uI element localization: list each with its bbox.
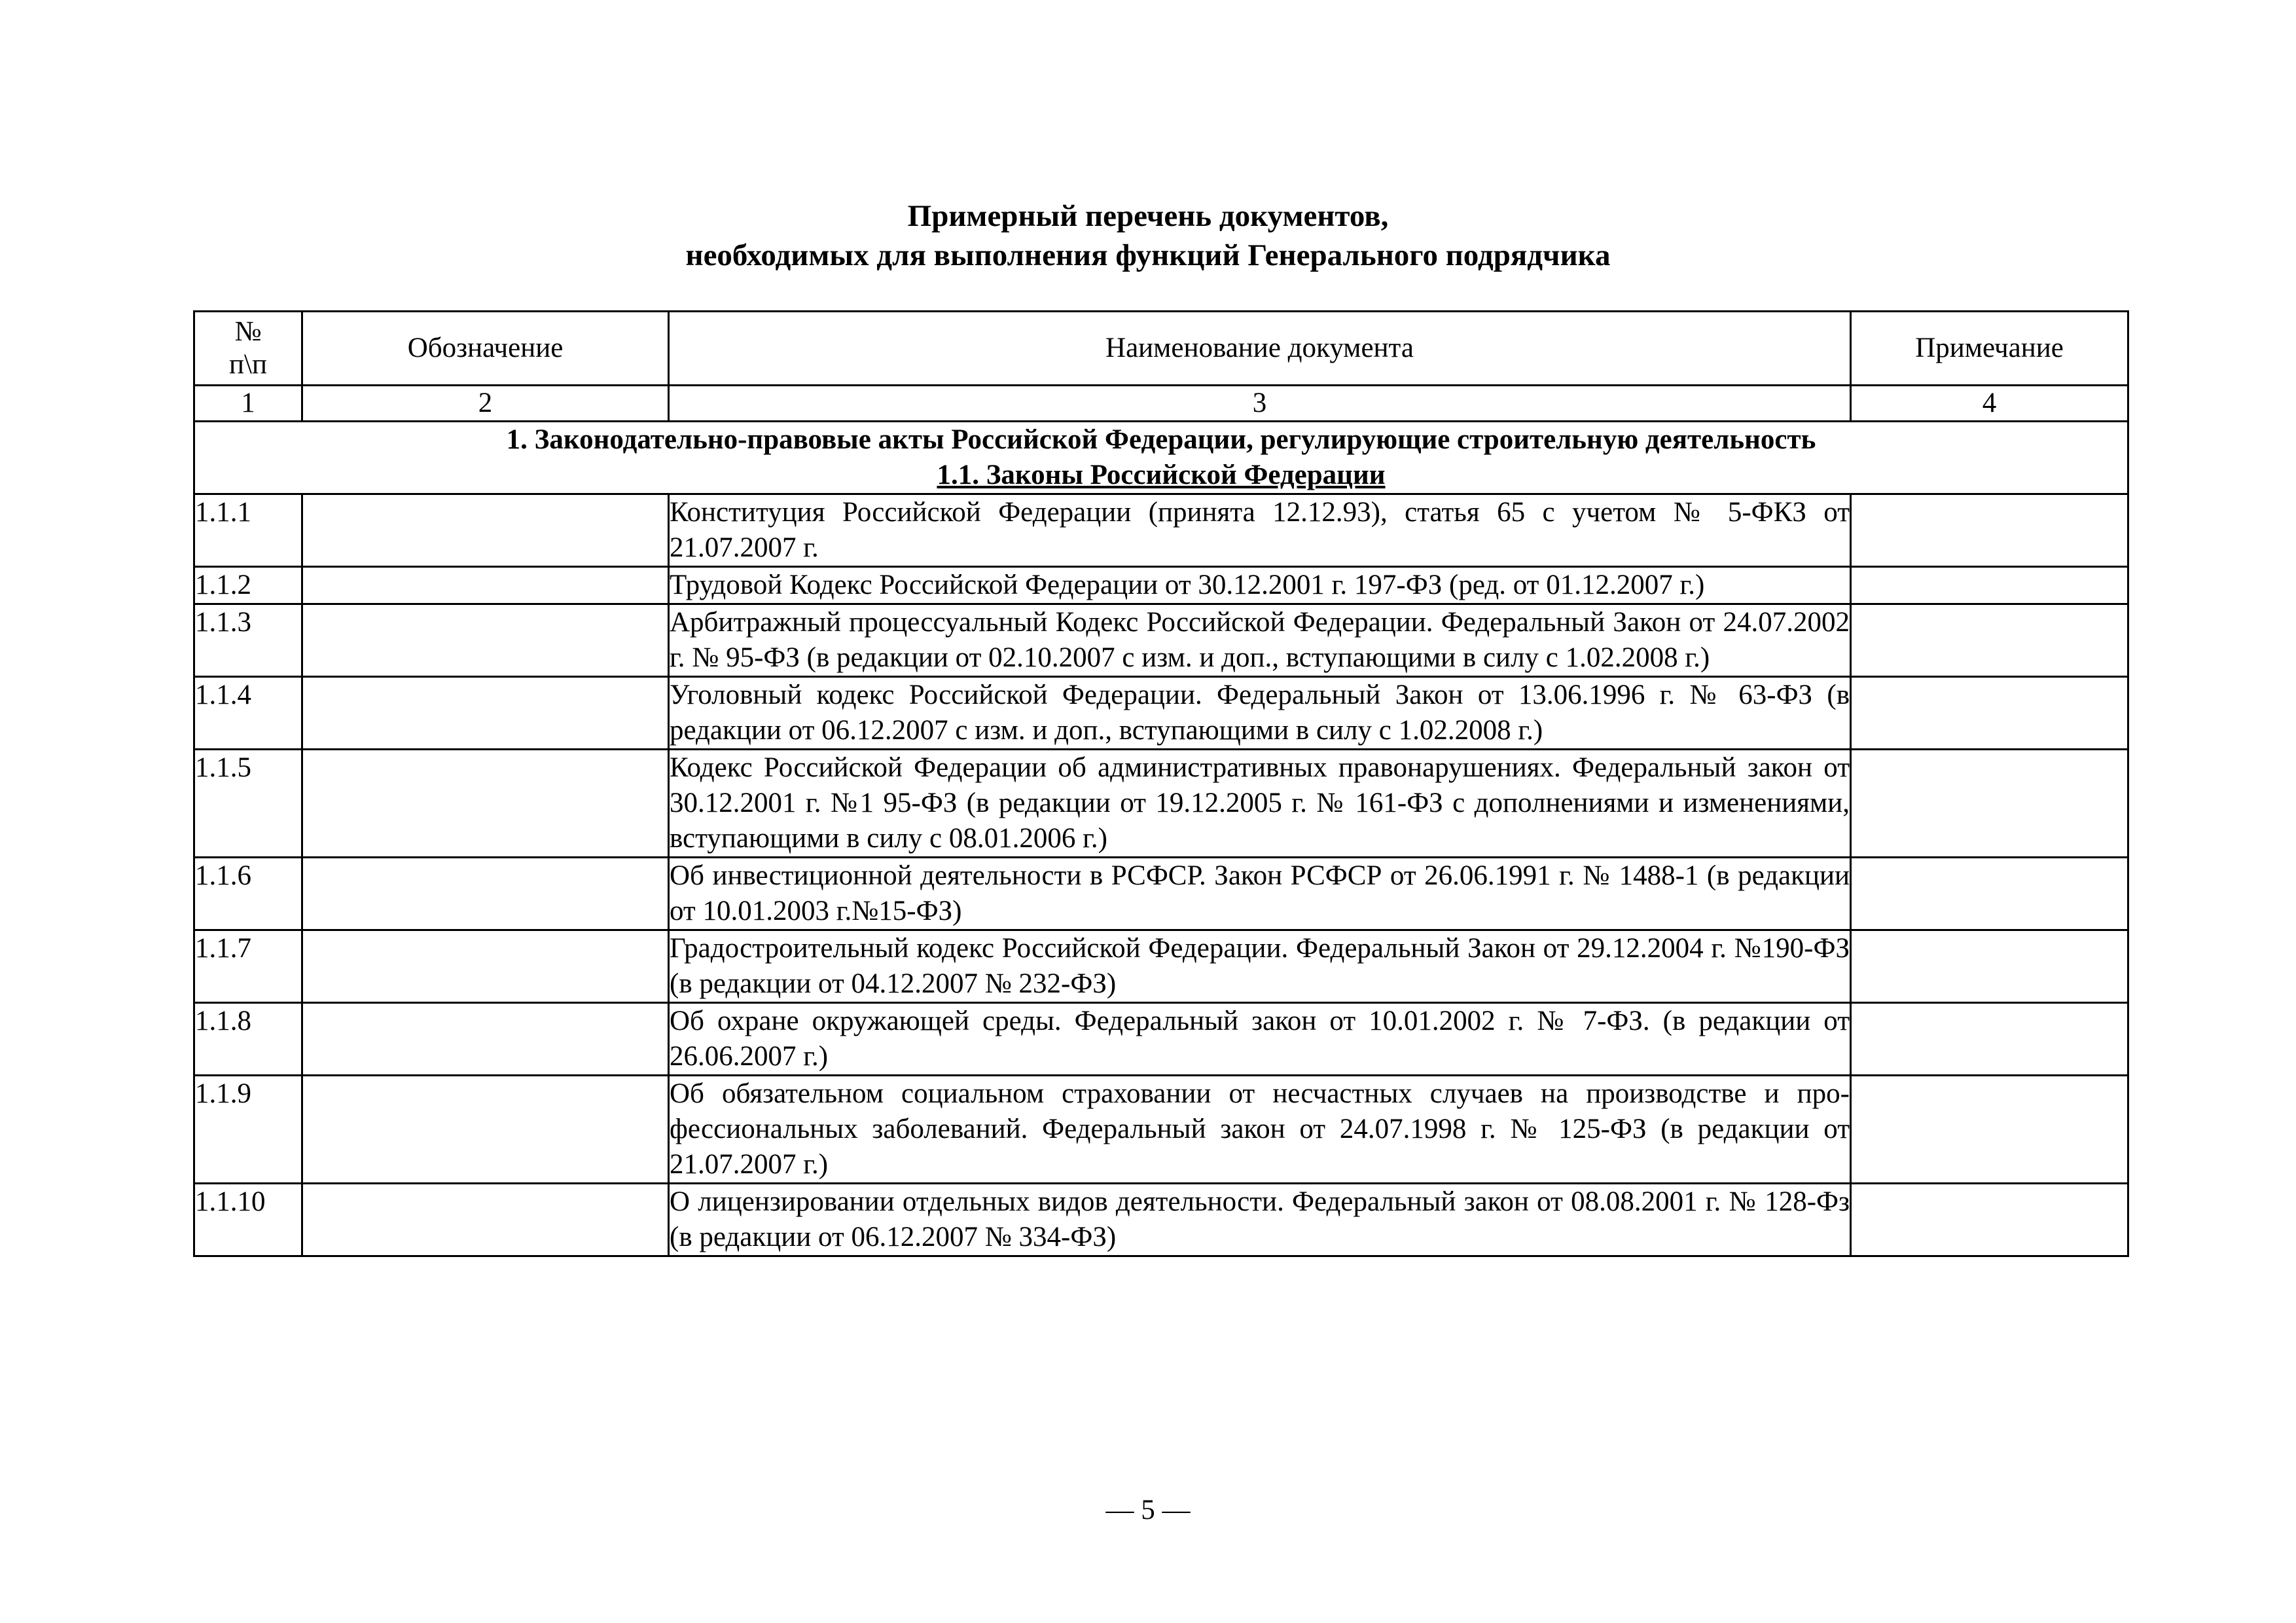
row-note-cell bbox=[1851, 567, 2128, 604]
header-document-name: Наименование документа bbox=[669, 312, 1851, 386]
column-number-1: 1 bbox=[194, 386, 302, 422]
row-designation-cell bbox=[302, 1184, 669, 1256]
section-title: 1. Законодательно-правовые акты Российской Федерации, регулирующие строительную деятельность bbox=[506, 424, 1816, 455]
document-title-line1: Примерный перечень документов, bbox=[907, 199, 1389, 233]
row-designation-cell bbox=[302, 858, 669, 930]
subsection-title: 1.1. Законы Российской Федерации bbox=[937, 460, 1386, 490]
row-document-name-cell: Трудовой Кодекс Российской Федерации от 30.12.2001 г. 197-ФЗ (ред. от 01.12.2007 г.) bbox=[669, 567, 1851, 604]
documents-table bbox=[193, 310, 2129, 1257]
row-number-cell: 1.1.3 bbox=[194, 604, 302, 677]
header-number-line2: п\п bbox=[229, 349, 267, 380]
table-header-row bbox=[194, 312, 2128, 386]
row-document-name-cell: Градостроительный кодекс Российской Федерации. Федеральный Закон от 29.12.2004 г. №190-ФЗ (в редакции от 04.12.2007 № 232-ФЗ) bbox=[669, 930, 1851, 1003]
table-row bbox=[194, 1003, 2128, 1076]
header-designation: Обозначение bbox=[302, 312, 669, 386]
table-row bbox=[194, 604, 2128, 677]
table-row bbox=[194, 1184, 2128, 1256]
row-number-cell: 1.1.2 bbox=[194, 567, 302, 604]
row-designation-cell bbox=[302, 750, 669, 858]
table-row bbox=[194, 930, 2128, 1003]
row-note-cell bbox=[1851, 858, 2128, 930]
row-designation-cell bbox=[302, 677, 669, 750]
column-number-2: 2 bbox=[302, 386, 669, 422]
row-designation-cell bbox=[302, 604, 669, 677]
table-row bbox=[194, 494, 2128, 567]
row-number-cell: 1.1.8 bbox=[194, 1003, 302, 1076]
row-document-name-cell: Арбитражный процессуальный Кодекс Российской Федерации. Федеральный Закон от 24.07.2002 г. № 95-ФЗ (в редакции от 02.10.2007 с изм. и доп., вступающими в силу с 1.02.2008 г.) bbox=[669, 604, 1851, 677]
row-number-cell: 1.1.9 bbox=[194, 1076, 302, 1184]
table-row bbox=[194, 677, 2128, 750]
header-number bbox=[194, 312, 302, 386]
row-note-cell bbox=[1851, 677, 2128, 750]
document-title-line2: необходимых для выполнения функций Генерального подрядчика bbox=[685, 238, 1611, 272]
row-note-cell bbox=[1851, 494, 2128, 567]
row-document-name-cell: Об инвестиционной деятельности в РСФСР. Закон РСФСР от 26.06.1991 г. № 1488-1 (в редакции от 10.01.2003 г.№15-ФЗ) bbox=[669, 858, 1851, 930]
header-number-line1: № bbox=[234, 316, 262, 347]
row-number-cell: 1.1.4 bbox=[194, 677, 302, 750]
column-numbers-row bbox=[194, 386, 2128, 422]
table-row bbox=[194, 1076, 2128, 1184]
section-row bbox=[194, 422, 2128, 494]
table-row bbox=[194, 858, 2128, 930]
row-designation-cell bbox=[302, 930, 669, 1003]
table-row bbox=[194, 750, 2128, 858]
row-note-cell bbox=[1851, 750, 2128, 858]
row-note-cell bbox=[1851, 930, 2128, 1003]
row-document-name-cell: Конституция Российской Федерации (принята 12.12.93), статья 65 с учетом № 5-ФКЗ от 21.07.2007 г. bbox=[669, 494, 1851, 567]
column-number-4: 4 bbox=[1851, 386, 2128, 422]
row-note-cell bbox=[1851, 604, 2128, 677]
row-document-name-cell: Кодекс Российской Федерации об административных правонарушениях. Федеральный закон от 30.12.2001 г. №1 95-ФЗ (в редакции от 19.12.2005 г. № 161-ФЗ с дополнениями и изменениями, вступающими в силу с 08.01.2006 г.) bbox=[669, 750, 1851, 858]
row-note-cell bbox=[1851, 1003, 2128, 1076]
row-note-cell bbox=[1851, 1184, 2128, 1256]
page-number: — 5 — bbox=[1105, 1495, 1191, 1525]
row-number-cell: 1.1.10 bbox=[194, 1184, 302, 1256]
row-number-cell: 1.1.5 bbox=[194, 750, 302, 858]
table-row bbox=[194, 567, 2128, 604]
row-designation-cell bbox=[302, 494, 669, 567]
row-designation-cell bbox=[302, 567, 669, 604]
row-document-name-cell: О лицензировании отдельных видов деятельности. Федеральный закон от 08.08.2001 г. № 128-Фз (в редакции от 06.12.2007 № 334-ФЗ) bbox=[669, 1184, 1851, 1256]
row-note-cell bbox=[1851, 1076, 2128, 1184]
row-designation-cell bbox=[302, 1003, 669, 1076]
header-note: Примечание bbox=[1851, 312, 2128, 386]
row-document-name-cell: Об обязательном социальном страховании от несчастных случаев на производстве и про-фессиональных заболеваний. Федеральный закон от 24.07.1998 г. № 125-ФЗ (в редакции от 21.07.2007 г.) bbox=[669, 1076, 1851, 1184]
column-number-3: 3 bbox=[669, 386, 1851, 422]
row-document-name-cell: Об охране окружающей среды. Федеральный закон от 10.01.2002 г. № 7-ФЗ. (в редакции от 26.06.2007 г.) bbox=[669, 1003, 1851, 1076]
row-number-cell: 1.1.7 bbox=[194, 930, 302, 1003]
row-designation-cell bbox=[302, 1076, 669, 1184]
row-document-name-cell: Уголовный кодекс Российской Федерации. Федеральный Закон от 13.06.1996 г. № 63-ФЗ (в редакции от 06.12.2007 с изм. и доп., вступающими в силу с 1.02.2008 г.) bbox=[669, 677, 1851, 750]
row-number-cell: 1.1.1 bbox=[194, 494, 302, 567]
section-cell bbox=[194, 422, 2128, 494]
row-number-cell: 1.1.6 bbox=[194, 858, 302, 930]
